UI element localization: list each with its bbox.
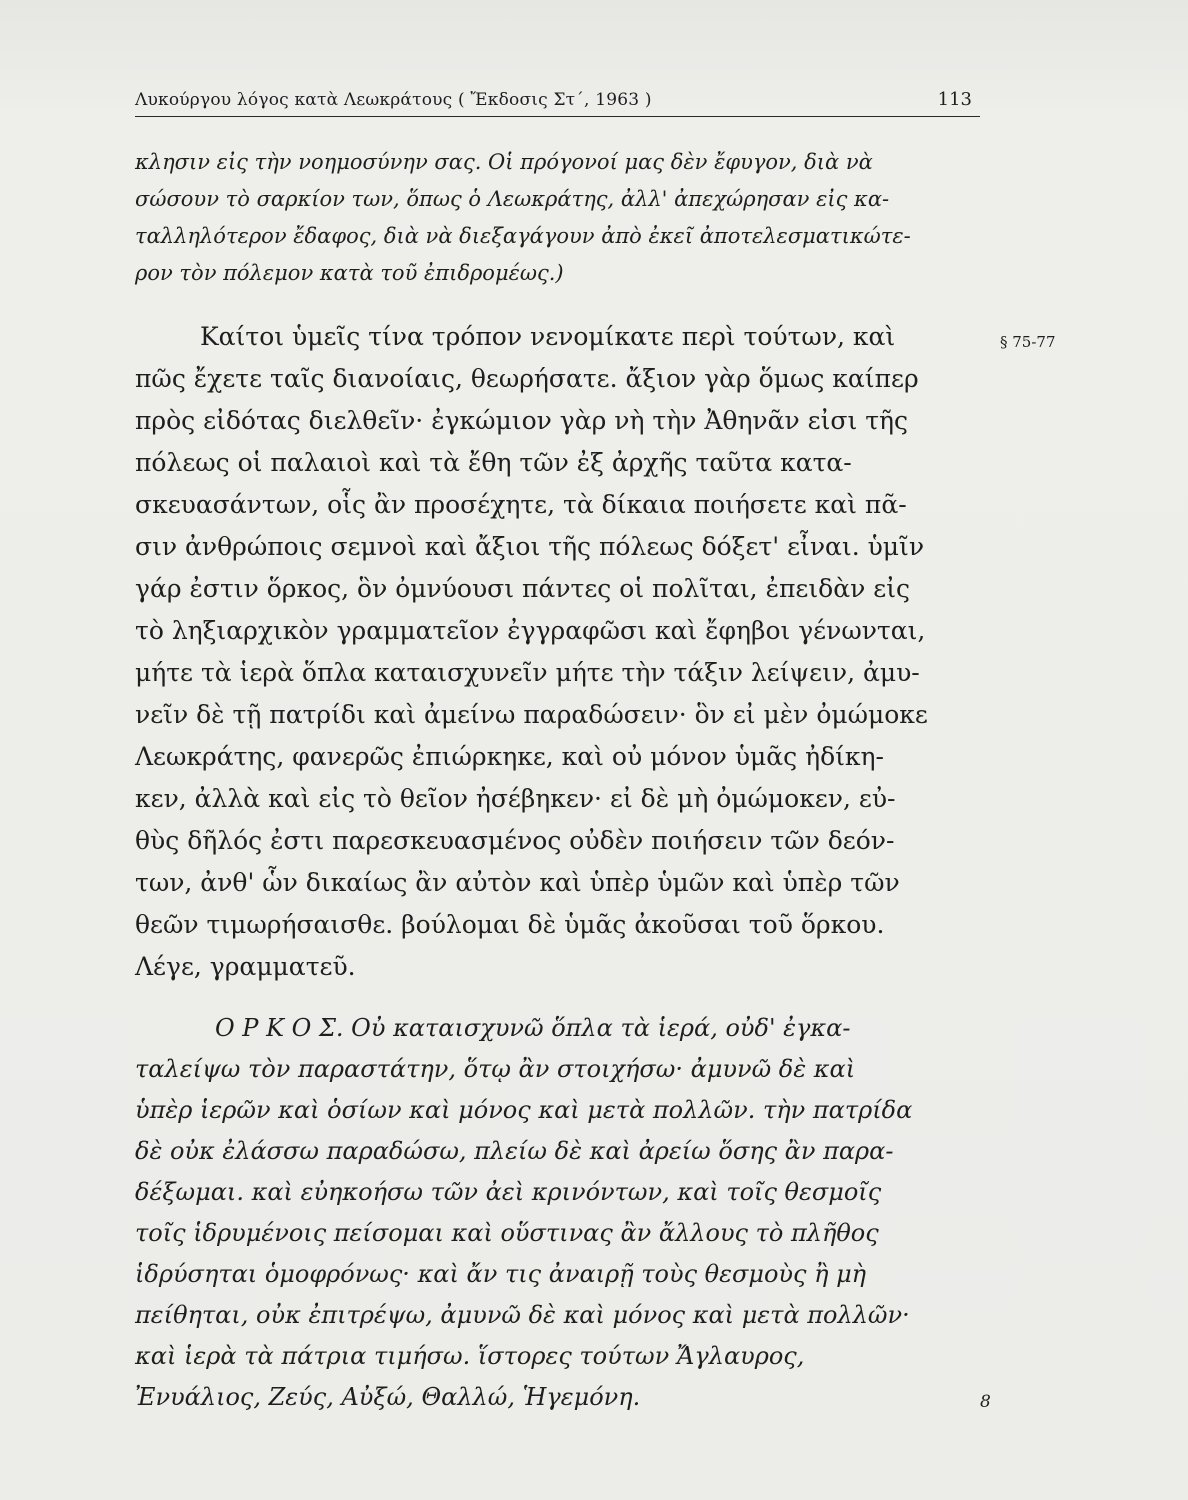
text-line: δὲ οὐκ ἐλάσσω παραδώσω, πλείω δὲ καὶ ἀρείω ὅσης ἂν παρα- bbox=[135, 1137, 894, 1165]
text-line: θὺς δῆλός ἐστι παρεσκευασμένος οὐδὲν ποιήσειν τῶν δεόν- bbox=[135, 826, 895, 855]
text-line: ταλληλότερον ἔδαφος, διὰ νὰ διεξαγάγουν ἀπὸ ἐκεῖ ἀποτελεσματικώτε- bbox=[135, 224, 911, 248]
text-line: ρον τὸν πόλεμον κατὰ τοῦ ἐπιδρομέως.) bbox=[135, 261, 564, 285]
text-line: Καίτοι ὑμεῖς τίνα τρόπον νενομίκατε περὶ τούτων, καὶ bbox=[200, 322, 896, 351]
text-line: ὑπὲρ ἱερῶν καὶ ὁσίων καὶ μόνος καὶ μετὰ πολλῶν. τὴν πατρίδα bbox=[135, 1096, 913, 1124]
text-line: κεν, ἀλλὰ καὶ εἰς τὸ θεῖον ἠσέβηκεν· εἰ δὲ μὴ ὀμώμοκεν, εὐ- bbox=[135, 784, 896, 813]
text-line: των, ἀνθ' ὧν δικαίως ἂν αὐτὸν καὶ ὑπὲρ ὑμῶν καὶ ὑπὲρ τῶν bbox=[135, 868, 900, 897]
text-line: Ο Ρ Κ Ο Σ. Οὐ καταισχυνῶ ὅπλα τὰ ἱερά, οὐδ' ἐγκα- bbox=[215, 1014, 851, 1042]
text-line: πείθηται, οὐκ ἐπιτρέψω, ἀμυνῶ δὲ καὶ μόνος καὶ μετὰ πολλῶν· bbox=[135, 1301, 910, 1329]
page-header bbox=[135, 88, 980, 117]
text-line: γάρ ἐστιν ὅρκος, ὃν ὀμνύουσι πάντες οἱ πολῖται, ἐπειδὰν εἰς bbox=[135, 574, 911, 603]
section-reference: § 75-77 bbox=[1000, 333, 1056, 351]
text-line: πόλεως οἱ παλαιοὶ καὶ τὰ ἔθη τῶν ἐξ ἀρχῆς ταῦτα κατα- bbox=[135, 448, 852, 477]
text-line: δέξωμαι. καὶ εὐηκοήσω τῶν ἀεὶ κρινόντων, καὶ τοῖς θεσμοῖς bbox=[135, 1178, 882, 1206]
page-number: 113 bbox=[937, 89, 972, 110]
text-line: πρὸς εἰδότας διελθεῖν· ἐγκώμιον γὰρ νὴ τὴν Ἀθηνᾶν εἰσι τῆς bbox=[135, 406, 909, 435]
text-line: κλησιν εἰς τὴν νοημοσύνην σας. Οἱ πρόγονοί μας δὲν ἔφυγον, διὰ νὰ bbox=[135, 150, 873, 174]
text-line: ἱδρύσηται ὁμοφρόνως· καὶ ἄν τις ἀναιρῇ τοὺς θεσμοὺς ἢ μὴ bbox=[135, 1260, 867, 1288]
text-line: τὸ ληξιαρχικὸν γραμματεῖον ἐγγραφῶσι καὶ ἔφηβοι γένωνται, bbox=[135, 616, 926, 645]
text-line: πῶς ἔχετε ταῖς διανοίαις, θεωρήσατε. ἄξιον γὰρ ὅμως καίπερ bbox=[135, 364, 919, 393]
text-line: θεῶν τιμωρήσαισθε. βούλομαι δὲ ὑμᾶς ἀκοῦσαι τοῦ ὅρκου. bbox=[135, 910, 885, 939]
text-line: τοῖς ἱδρυμένοις πείσομαι καὶ οὕστινας ἂν ἄλλους τὸ πλῆθος bbox=[135, 1219, 879, 1247]
text-line: σιν ἀνθρώποις σεμνοὶ καὶ ἄξιοι τῆς πόλεως δόξετ' εἶναι. ὑμῖν bbox=[135, 532, 925, 561]
text-line: νεῖν δὲ τῇ πατρίδι καὶ ἀμείνω παραδώσειν· ὃν εἰ μὲν ὀμώμοκε bbox=[135, 700, 928, 729]
text-line: σώσουν τὸ σαρκίον των, ὅπως ὁ Λεωκράτης, ἀλλ' ἀπεχώρησαν εἰς κα- bbox=[135, 187, 890, 211]
signature-mark: 8 bbox=[980, 1392, 991, 1412]
running-head: Λυκούργου λόγος κατὰ Λεωκράτους ( Ἔκδοσις Στ΄, 1963 ) bbox=[135, 90, 652, 110]
text-line: Λέγε, γραμματεῦ. bbox=[135, 952, 356, 981]
text-line: Λεωκράτης, φανερῶς ἐπιώρκηκε, καὶ οὐ μόνον ὑμᾶς ἠδίκη- bbox=[135, 742, 884, 771]
text-line: Ἐνυάλιος, Ζεύς, Αὐξώ, Θαλλώ, Ἡγεμόνη. bbox=[135, 1383, 641, 1411]
text-line: καὶ ἱερὰ τὰ πάτρια τιμήσω. ἵστορες τούτων Ἄγλαυρος, bbox=[135, 1342, 805, 1370]
text-line: μήτε τὰ ἱερὰ ὅπλα καταισχυνεῖν μήτε τὴν τάξιν λείψειν, ἀμυ- bbox=[135, 658, 920, 687]
text-line: σκευασάντων, οἷς ἂν προσέχητε, τὰ δίκαια ποιήσετε καὶ πᾶ- bbox=[135, 490, 907, 519]
text-line: ταλείψω τὸν παραστάτην, ὅτῳ ἂν στοιχήσω· ἀμυνῶ δὲ καὶ bbox=[135, 1055, 856, 1083]
